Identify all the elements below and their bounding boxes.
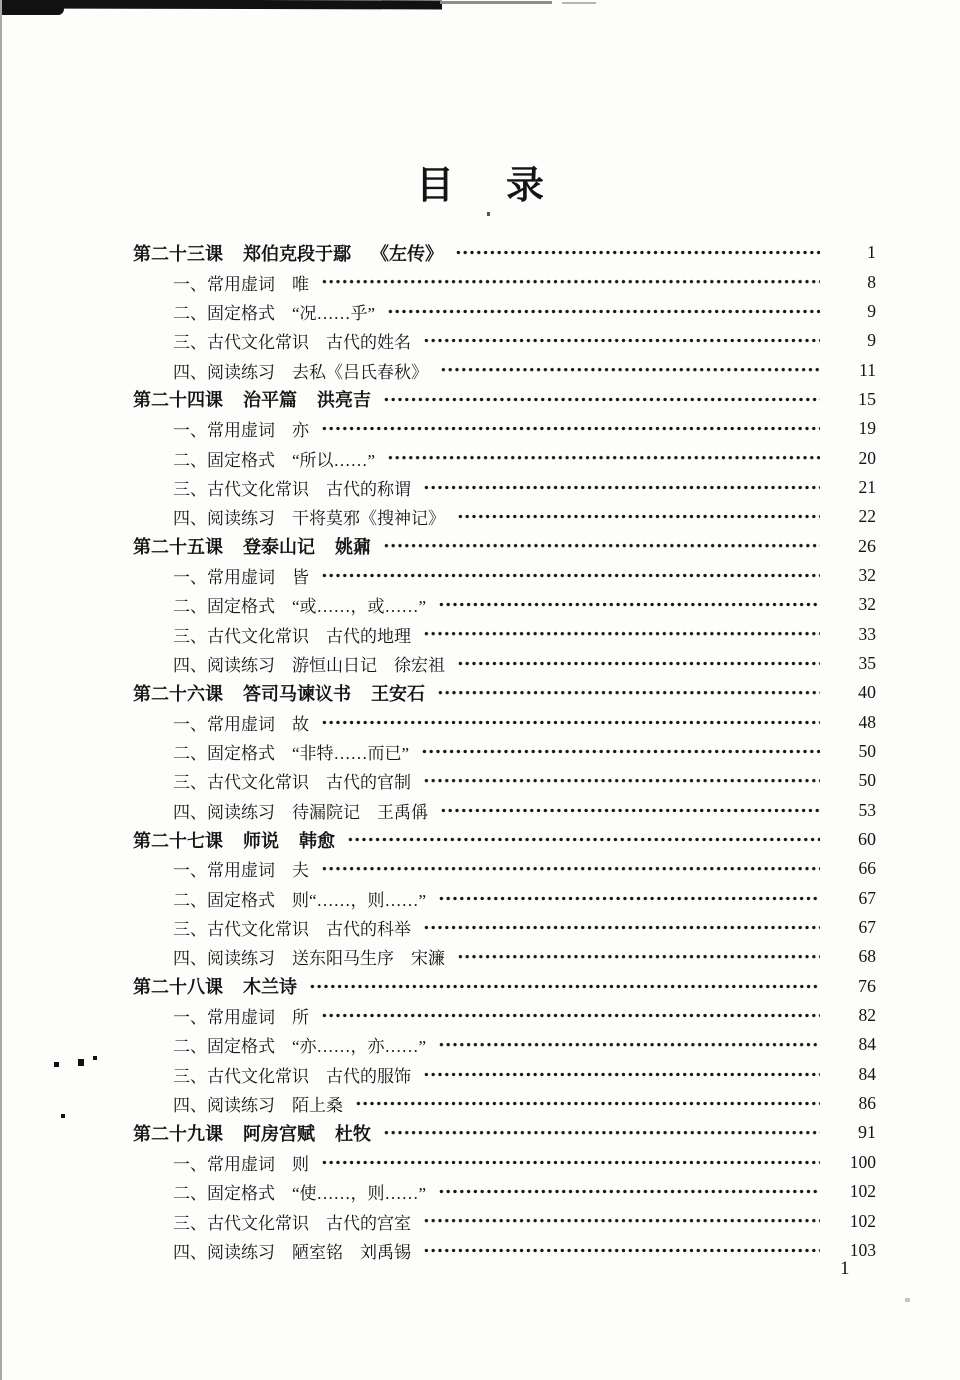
toc-item-row bbox=[133, 708, 876, 737]
page-number: 91 bbox=[858, 1122, 876, 1143]
toc-lesson-group bbox=[133, 825, 876, 972]
item-author: 王禹偁 bbox=[377, 802, 428, 822]
item-heading bbox=[173, 358, 428, 383]
item-content: 古代的地理 bbox=[326, 626, 411, 646]
lesson-items bbox=[133, 1148, 876, 1265]
toc-item-row bbox=[133, 1236, 876, 1265]
lesson-title: 阿房宫赋 bbox=[243, 1123, 315, 1144]
lesson-heading bbox=[133, 680, 425, 706]
toc-item-row bbox=[133, 619, 876, 648]
item-label: 一、常用虚词 bbox=[173, 861, 275, 881]
page-number: 8 bbox=[867, 271, 876, 292]
dot-leader bbox=[457, 942, 820, 971]
page-number: 21 bbox=[858, 476, 876, 497]
lesson-number: 第二十四课 bbox=[133, 390, 223, 411]
toc-lesson-row bbox=[133, 825, 876, 854]
scan-artifact-top-frag bbox=[562, 2, 596, 4]
toc-item-row bbox=[133, 649, 876, 678]
dot-leader bbox=[321, 414, 820, 443]
item-heading bbox=[173, 798, 428, 823]
toc-lesson-group bbox=[133, 678, 876, 825]
dot-leader bbox=[347, 825, 820, 854]
page-number: 84 bbox=[858, 1034, 876, 1055]
item-label: 四、阅读练习 bbox=[173, 509, 275, 529]
item-label: 二、固定格式 bbox=[173, 303, 275, 323]
item-content: 陋室铭 bbox=[292, 1242, 343, 1262]
item-label: 三、古代文化常识 bbox=[173, 920, 309, 940]
dot-leader bbox=[423, 619, 820, 648]
dot-leader bbox=[423, 326, 820, 355]
toc-item-row bbox=[133, 443, 876, 472]
page-number: 9 bbox=[867, 300, 876, 321]
toc-item-row bbox=[133, 913, 876, 942]
dot-leader bbox=[457, 649, 820, 678]
page-number: 100 bbox=[849, 1151, 876, 1172]
item-heading bbox=[173, 1091, 343, 1116]
lesson-source: 《左传》 bbox=[371, 243, 443, 264]
toc-item-row bbox=[133, 1206, 876, 1235]
lesson-title: 木兰诗 bbox=[243, 977, 297, 998]
toc-lesson-row bbox=[133, 385, 876, 414]
item-heading bbox=[173, 1238, 411, 1263]
page-number: 60 bbox=[858, 829, 876, 850]
item-content: 故 bbox=[292, 714, 309, 734]
lesson-number: 第二十八课 bbox=[133, 977, 223, 998]
scan-noise-speck bbox=[54, 1062, 59, 1067]
dot-leader bbox=[383, 1118, 820, 1147]
toc-item-row bbox=[133, 1030, 876, 1059]
dot-leader bbox=[423, 473, 820, 502]
page-number: 103 bbox=[849, 1239, 876, 1260]
dot-leader bbox=[387, 297, 820, 326]
lesson-title: 师说 bbox=[243, 830, 279, 851]
item-heading bbox=[173, 739, 409, 764]
item-heading bbox=[173, 886, 426, 911]
page-number: 33 bbox=[858, 623, 876, 644]
item-content: 皆 bbox=[292, 567, 309, 587]
item-content: “况……乎” bbox=[292, 303, 376, 323]
item-author: 宋濂 bbox=[411, 949, 445, 969]
lesson-source: 姚鼐 bbox=[335, 537, 371, 558]
toc-lesson-row bbox=[133, 678, 876, 707]
item-content: 古代的姓名 bbox=[326, 333, 411, 353]
toc-item-row bbox=[133, 502, 876, 531]
item-content: 古代的科举 bbox=[326, 920, 411, 940]
page-number: 20 bbox=[858, 447, 876, 468]
item-label: 四、阅读练习 bbox=[173, 1242, 275, 1262]
scan-noise-speck bbox=[78, 1059, 84, 1066]
item-label: 二、固定格式 bbox=[173, 597, 275, 617]
toc-item-row bbox=[133, 267, 876, 296]
item-label: 四、阅读练习 bbox=[173, 362, 275, 382]
toc-item-row bbox=[133, 473, 876, 502]
item-label: 四、阅读练习 bbox=[173, 802, 275, 822]
item-content: “使……，则……” bbox=[292, 1184, 427, 1204]
toc-item-row bbox=[133, 737, 876, 766]
dot-leader bbox=[321, 708, 820, 737]
item-author: 徐宏祖 bbox=[394, 655, 445, 675]
lesson-items bbox=[133, 414, 876, 531]
toc-item-row bbox=[133, 1148, 876, 1177]
item-label: 一、常用虚词 bbox=[173, 421, 275, 441]
dot-leader bbox=[438, 590, 820, 619]
dot-leader bbox=[355, 1089, 820, 1118]
toc-item-row bbox=[133, 297, 876, 326]
item-heading bbox=[173, 856, 309, 881]
item-label: 二、固定格式 bbox=[173, 1037, 275, 1057]
lesson-items bbox=[133, 708, 876, 825]
item-label: 三、古代文化常识 bbox=[173, 479, 309, 499]
lesson-heading bbox=[133, 386, 371, 412]
scan-noise-speck bbox=[905, 1298, 910, 1302]
dot-leader bbox=[423, 1060, 820, 1089]
item-heading bbox=[173, 622, 411, 647]
toc-item-row bbox=[133, 942, 876, 971]
page-title bbox=[0, 166, 960, 208]
page-number: 53 bbox=[858, 799, 876, 820]
item-content: 待漏院记 bbox=[292, 802, 360, 822]
page-number: 67 bbox=[858, 917, 876, 938]
item-heading bbox=[173, 1003, 309, 1028]
page-number: 50 bbox=[858, 770, 876, 791]
page-number: 32 bbox=[858, 594, 876, 615]
item-label: 一、常用虚词 bbox=[173, 1154, 275, 1174]
toc-item-row bbox=[133, 326, 876, 355]
lesson-number: 第二十九课 bbox=[133, 1123, 223, 1144]
item-heading bbox=[173, 1150, 309, 1175]
item-content: “或……，或……” bbox=[292, 597, 427, 617]
lesson-source: 洪亮吉 bbox=[317, 390, 371, 411]
item-author: 刘禹锡 bbox=[360, 1242, 411, 1262]
item-content: 送东阳马生序 bbox=[292, 949, 394, 969]
page-number: 82 bbox=[858, 1005, 876, 1026]
dot-leader bbox=[321, 561, 820, 590]
lesson-heading bbox=[133, 1120, 371, 1146]
item-label: 三、古代文化常识 bbox=[173, 626, 309, 646]
item-heading bbox=[173, 944, 445, 969]
page-number: 32 bbox=[858, 564, 876, 585]
toc-item-row bbox=[133, 884, 876, 913]
item-heading bbox=[173, 592, 426, 617]
toc-item-row bbox=[133, 414, 876, 443]
toc-item-row bbox=[133, 355, 876, 384]
toc-item-row bbox=[133, 1001, 876, 1030]
scan-noise-speck bbox=[487, 212, 490, 216]
dot-leader bbox=[457, 502, 820, 531]
toc-item-row bbox=[133, 1177, 876, 1206]
lesson-items bbox=[133, 267, 876, 384]
item-heading bbox=[173, 710, 309, 735]
item-label: 一、常用虚词 bbox=[173, 1008, 275, 1028]
dot-leader bbox=[438, 1177, 820, 1206]
item-label: 二、固定格式 bbox=[173, 450, 275, 470]
scan-noise-speck bbox=[93, 1056, 97, 1060]
item-heading bbox=[173, 1209, 411, 1234]
lesson-heading bbox=[133, 973, 297, 999]
toc-lesson-row bbox=[133, 238, 876, 267]
item-heading bbox=[173, 1062, 411, 1087]
item-content: “所以……” bbox=[292, 450, 376, 470]
lesson-source: 杜牧 bbox=[335, 1123, 371, 1144]
dot-leader bbox=[423, 1206, 820, 1235]
toc-item-row bbox=[133, 766, 876, 795]
page-number: 50 bbox=[858, 741, 876, 762]
dot-leader bbox=[387, 443, 820, 472]
toc-lesson-row bbox=[133, 531, 876, 560]
page-number: 1 bbox=[867, 242, 876, 263]
item-label: 二、固定格式 bbox=[173, 1184, 275, 1204]
page-number: 35 bbox=[858, 652, 876, 673]
dot-leader bbox=[455, 238, 820, 267]
dot-leader bbox=[440, 355, 820, 384]
scan-artifact-top-tail bbox=[440, 1, 552, 4]
page-number: 102 bbox=[849, 1181, 876, 1202]
toc-item-row bbox=[133, 1060, 876, 1089]
lesson-heading bbox=[133, 240, 443, 266]
item-content: “亦……，亦……” bbox=[292, 1037, 427, 1057]
lesson-title: 治平篇 bbox=[243, 390, 297, 411]
item-content: 则 bbox=[292, 1154, 309, 1174]
toc-list bbox=[133, 238, 876, 1265]
item-label: 三、古代文化常识 bbox=[173, 1213, 309, 1233]
item-heading bbox=[173, 651, 445, 676]
item-content: 古代的服饰 bbox=[326, 1066, 411, 1086]
lesson-source: 王安石 bbox=[371, 683, 425, 704]
toc-lesson-group bbox=[133, 972, 876, 1119]
item-content: 唯 bbox=[292, 274, 309, 294]
item-heading bbox=[173, 504, 445, 529]
toc-lesson-row bbox=[133, 972, 876, 1001]
toc-lesson-group bbox=[133, 531, 876, 678]
item-content: 去私《吕氏春秋》 bbox=[292, 362, 428, 382]
item-label: 三、古代文化常识 bbox=[173, 333, 309, 353]
page-number: 86 bbox=[858, 1093, 876, 1114]
item-label: 一、常用虚词 bbox=[173, 274, 275, 294]
item-label: 二、固定格式 bbox=[173, 890, 275, 910]
toc-item-row bbox=[133, 1089, 876, 1118]
item-label: 二、固定格式 bbox=[173, 744, 275, 764]
page-number: 68 bbox=[858, 946, 876, 967]
item-heading bbox=[173, 1179, 426, 1204]
toc-item-row bbox=[133, 854, 876, 883]
item-label: 三、古代文化常识 bbox=[173, 1066, 309, 1086]
item-content: 干将莫邪《搜神记》 bbox=[292, 509, 445, 529]
scan-artifact-top-bar bbox=[22, 0, 442, 9]
dot-leader bbox=[437, 678, 820, 707]
lesson-items bbox=[133, 561, 876, 678]
page-number: 102 bbox=[849, 1210, 876, 1231]
lesson-title: 答司马谏议书 bbox=[243, 683, 351, 704]
item-content: 亦 bbox=[292, 421, 309, 441]
dot-leader bbox=[423, 913, 820, 942]
toc-lesson-row bbox=[133, 1118, 876, 1147]
dot-leader bbox=[321, 267, 820, 296]
item-content: 夫 bbox=[292, 861, 309, 881]
page-number: 9 bbox=[867, 330, 876, 351]
toc-lesson-group bbox=[133, 1118, 876, 1265]
toc-lesson-group bbox=[133, 385, 876, 532]
item-heading bbox=[173, 299, 375, 324]
lesson-number: 第二十五课 bbox=[133, 537, 223, 558]
lesson-heading bbox=[133, 827, 335, 853]
toc-item-row bbox=[133, 590, 876, 619]
item-content: 古代的宫室 bbox=[326, 1213, 411, 1233]
dot-leader bbox=[321, 1148, 820, 1177]
page-number: 76 bbox=[858, 975, 876, 996]
item-heading bbox=[173, 328, 411, 353]
item-heading bbox=[173, 475, 411, 500]
dot-leader bbox=[423, 1236, 820, 1265]
item-heading bbox=[173, 1032, 426, 1057]
item-content: 游恒山日记 bbox=[292, 655, 377, 675]
item-content: “非特……而已” bbox=[292, 744, 410, 764]
item-label: 四、阅读练习 bbox=[173, 1096, 275, 1116]
item-heading bbox=[173, 768, 411, 793]
dot-leader bbox=[321, 854, 820, 883]
lesson-number: 第二十三课 bbox=[133, 243, 223, 264]
item-heading bbox=[173, 270, 309, 295]
item-label: 一、常用虚词 bbox=[173, 567, 275, 587]
page-number: 26 bbox=[858, 535, 876, 556]
item-label: 一、常用虚词 bbox=[173, 714, 275, 734]
dot-leader bbox=[440, 796, 820, 825]
page-number: 66 bbox=[858, 858, 876, 879]
lesson-number: 第二十六课 bbox=[133, 683, 223, 704]
page-number: 22 bbox=[858, 506, 876, 527]
dot-leader bbox=[309, 972, 820, 1001]
toc-item-row bbox=[133, 796, 876, 825]
page-number: 84 bbox=[858, 1063, 876, 1084]
item-content: 所 bbox=[292, 1008, 309, 1028]
dot-leader bbox=[438, 1030, 820, 1059]
dot-leader bbox=[321, 1001, 820, 1030]
page-number: 40 bbox=[858, 682, 876, 703]
item-heading bbox=[173, 563, 309, 588]
item-content: 古代的称谓 bbox=[326, 479, 411, 499]
dot-leader bbox=[423, 766, 820, 795]
item-content: 则“……，则……” bbox=[292, 890, 427, 910]
title-char: 目 bbox=[415, 165, 454, 207]
dot-leader bbox=[383, 531, 820, 560]
lesson-heading bbox=[133, 533, 371, 559]
toc-lesson-group bbox=[133, 238, 876, 385]
lesson-items bbox=[133, 854, 876, 971]
item-content: 古代的官制 bbox=[326, 773, 411, 793]
page-number: 11 bbox=[859, 359, 876, 380]
lesson-source: 韩愈 bbox=[299, 830, 335, 851]
toc-item-row bbox=[133, 561, 876, 590]
scan-noise-speck bbox=[61, 1114, 65, 1118]
item-heading bbox=[173, 416, 309, 441]
lesson-items bbox=[133, 1001, 876, 1118]
lesson-title: 郑伯克段于鄢 bbox=[243, 243, 351, 264]
page-number: 15 bbox=[858, 388, 876, 409]
item-content: 陌上桑 bbox=[292, 1096, 343, 1116]
dot-leader bbox=[438, 884, 820, 913]
lesson-title: 登泰山记 bbox=[243, 537, 315, 558]
item-label: 三、古代文化常识 bbox=[173, 773, 309, 793]
item-label: 四、阅读练习 bbox=[173, 949, 275, 969]
title-char: 录 bbox=[506, 165, 545, 207]
page-number: 67 bbox=[858, 887, 876, 908]
dot-leader bbox=[421, 737, 820, 766]
item-label: 四、阅读练习 bbox=[173, 655, 275, 675]
lesson-number: 第二十七课 bbox=[133, 830, 223, 851]
page-number: 48 bbox=[858, 711, 876, 732]
footer-page-number: 1 bbox=[840, 1258, 850, 1279]
page-number: 19 bbox=[858, 418, 876, 439]
scan-artifact-top-blob bbox=[0, 0, 64, 15]
dot-leader bbox=[383, 385, 820, 414]
item-heading bbox=[173, 446, 375, 471]
item-heading bbox=[173, 915, 411, 940]
